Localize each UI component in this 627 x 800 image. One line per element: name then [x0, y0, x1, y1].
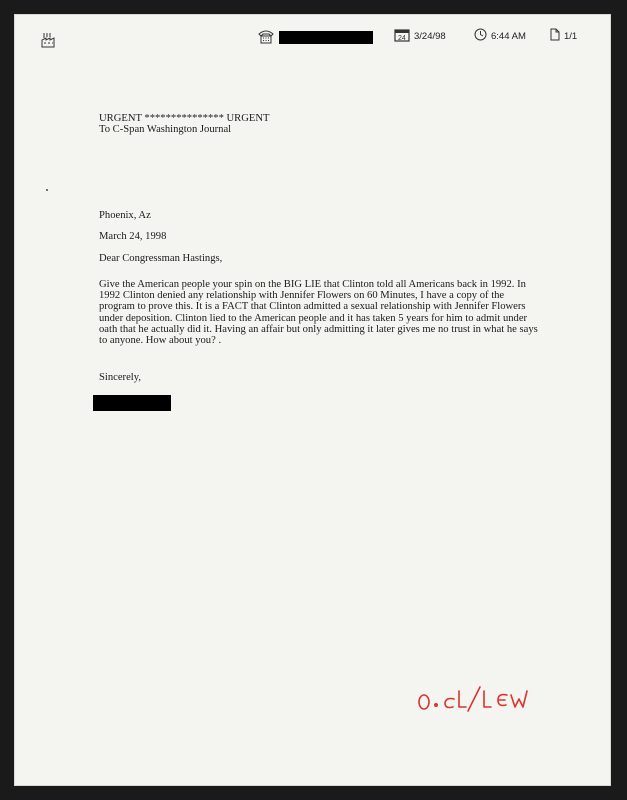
fax-header [14, 24, 611, 48]
fax-pages [550, 28, 577, 44]
fax-page [14, 14, 611, 786]
fax-pages-text: 1/1 [564, 30, 578, 42]
redacted-signature [93, 395, 171, 411]
fax-date-text: 3/24/98 [414, 31, 446, 42]
letter-body: Give the American people your spin on the BIG LIE that Clinton told all Americans back in 1992. In 1992 Clinton denied any relationship with Jennifer Flowers on 60 Minutes, I have a copy of the program to prove this. It is a FACT that Clinton admitted a sexual relationship with Jennifer Flowers under deposition. Clinton lied to the American people and it has taken 5 years for him to admit under oath that he actually did it. Having an affair but only admitting it later gives me no trust in what he says to anyone. How about you? . [99, 279, 538, 347]
letter-date: March 24, 1998 [99, 231, 167, 242]
svg-text:24: 24 [398, 35, 406, 42]
urgent-header [99, 113, 539, 135]
recipient-line: To C-Span Washington Journal [99, 124, 232, 136]
fax-date [394, 28, 446, 45]
clock-icon [474, 28, 487, 44]
calendar-icon [394, 28, 410, 45]
sender-phone [257, 28, 373, 47]
scan-speck [46, 189, 48, 191]
telephone-icon [257, 28, 275, 47]
fax-time-text: 6:44 AM [491, 30, 526, 42]
fax-time [474, 28, 526, 44]
location-line: Phoenix, Az [99, 210, 151, 221]
urgent-line: URGENT *************** URGENT [99, 113, 270, 124]
factory-icon [40, 32, 58, 48]
redacted-sender-number [279, 31, 373, 44]
salutation: Dear Congressman Hastings, [99, 253, 223, 264]
page-icon [550, 28, 560, 44]
closing: Sincerely, [99, 372, 141, 383]
handwritten-note [414, 669, 554, 719]
